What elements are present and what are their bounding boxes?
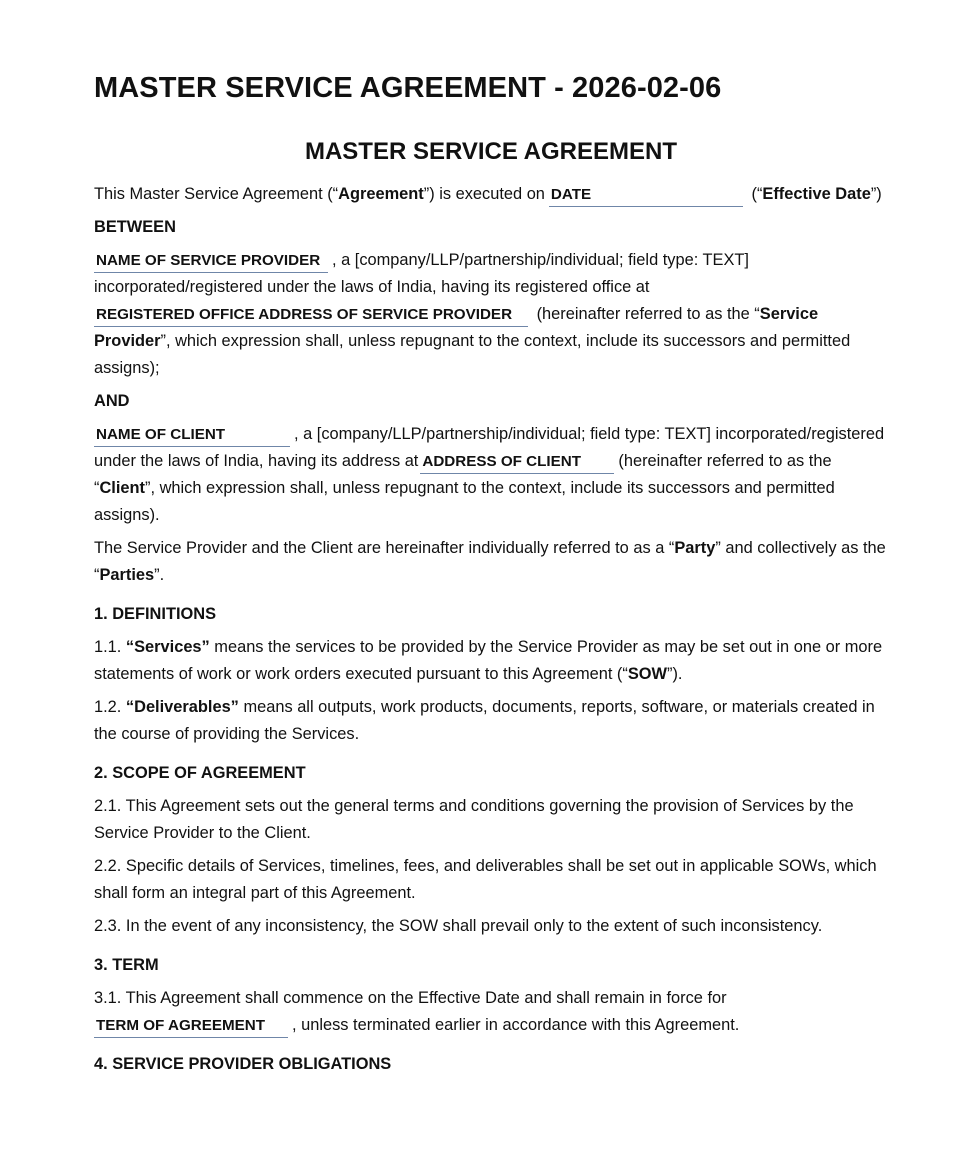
client-text: ”, which expression shall, unless repugnant to the context, include its successors and permitted assigns).	[94, 479, 835, 524]
intro-text: ”)	[870, 185, 882, 203]
section-heading-term: 3. TERM	[94, 956, 159, 974]
clause-text: means all outputs, work products, documents, reports, software, or materials created in the course of providing the Services.	[94, 698, 875, 743]
and-label: AND	[94, 392, 130, 410]
term-of-agreement-field[interactable]: TERM OF AGREEMENT	[94, 1015, 288, 1038]
section-heading-scope: 2. SCOPE OF AGREEMENT	[94, 764, 306, 782]
client-name-field[interactable]: NAME OF CLIENT	[94, 424, 290, 447]
clause-text: , unless terminated earlier in accordance with this Agreement.	[292, 1016, 740, 1034]
agreement-heading: MASTER SERVICE AGREEMENT	[304, 138, 678, 165]
client-paragraph	[94, 421, 888, 529]
client-text: , a [company/LLP/partnership/individual; field type: TEXT] incorporated/registered under the laws of India, having its address at	[94, 425, 885, 470]
clause-number: 1.2.	[94, 698, 126, 716]
client-address-field[interactable]: ADDRESS OF CLIENT	[420, 451, 614, 474]
intro-paragraph	[94, 181, 888, 208]
clause-2-2: 2.2. Specific details of Services, timelines, fees, and deliverables shall be set out in applicable SOWs, which shall form an integral part of this Agreement.	[94, 857, 877, 902]
parties-term: Parties	[99, 566, 155, 584]
clause-text: ”).	[667, 665, 683, 683]
parties-text: ”.	[154, 566, 165, 584]
party-term: Party	[674, 539, 716, 557]
deliverables-term: “Deliverables”	[125, 698, 239, 716]
services-term: “Services”	[125, 638, 210, 656]
service-provider-address-field[interactable]: REGISTERED OFFICE ADDRESS OF SERVICE PROVIDER	[94, 304, 528, 327]
section-heading-definitions: 1. DEFINITIONS	[94, 605, 217, 623]
service-provider-text: ”, which expression shall, unless repugnant to the context, include its successors and permitted assigns);	[94, 332, 851, 377]
client-text: (hereinafter referred to as the “	[94, 452, 832, 497]
service-provider-paragraph	[94, 247, 888, 382]
parties-text: ” and collectively as the “	[94, 539, 886, 584]
section-heading-obligations: 4. SERVICE PROVIDER OBLIGATIONS	[94, 1055, 392, 1073]
parties-paragraph	[94, 535, 888, 589]
clause-1-1	[94, 634, 888, 688]
intro-text: (“	[751, 185, 763, 203]
effective-date-term: Effective Date	[762, 185, 871, 203]
service-provider-term: Service Provider	[94, 305, 819, 350]
intro-text: This Master Service Agreement (“	[94, 185, 339, 203]
sow-term: SOW	[627, 665, 668, 683]
clause-text: means the services to be provided by the Service Provider as may be set out in one or more statements of work or work orders executed pursuant to this Agreement (“	[94, 638, 883, 683]
clause-2-3: 2.3. In the event of any inconsistency, the SOW shall prevail only to the extent of such inconsistency.	[94, 917, 823, 935]
service-provider-text: , a [company/LLP/partnership/individual; field type: TEXT] incorporated/registered under the laws of India, having its registered office at	[94, 251, 749, 296]
clause-number: 1.1.	[94, 638, 126, 656]
clause-3-1	[94, 985, 888, 1039]
intro-text: ”) is executed on	[423, 185, 545, 203]
clause-2-1: 2.1. This Agreement sets out the general terms and conditions governing the provision of Services by the Service Provider to the Client.	[94, 797, 854, 842]
date-field[interactable]: DATE	[549, 184, 743, 207]
agreement-term: Agreement	[338, 185, 424, 203]
document-title: MASTER SERVICE AGREEMENT - 2026-02-06	[94, 72, 722, 104]
between-label: BETWEEN	[94, 218, 176, 236]
service-provider-name-field[interactable]: NAME OF SERVICE PROVIDER	[94, 250, 328, 273]
clause-text: 3.1. This Agreement shall commence on the Effective Date and shall remain in force for	[94, 989, 727, 1007]
parties-text: The Service Provider and the Client are hereinafter individually referred to as a “	[94, 539, 675, 557]
clause-1-2	[94, 694, 888, 748]
client-term: Client	[99, 479, 145, 497]
service-provider-text: (hereinafter referred to as the “	[536, 305, 760, 323]
